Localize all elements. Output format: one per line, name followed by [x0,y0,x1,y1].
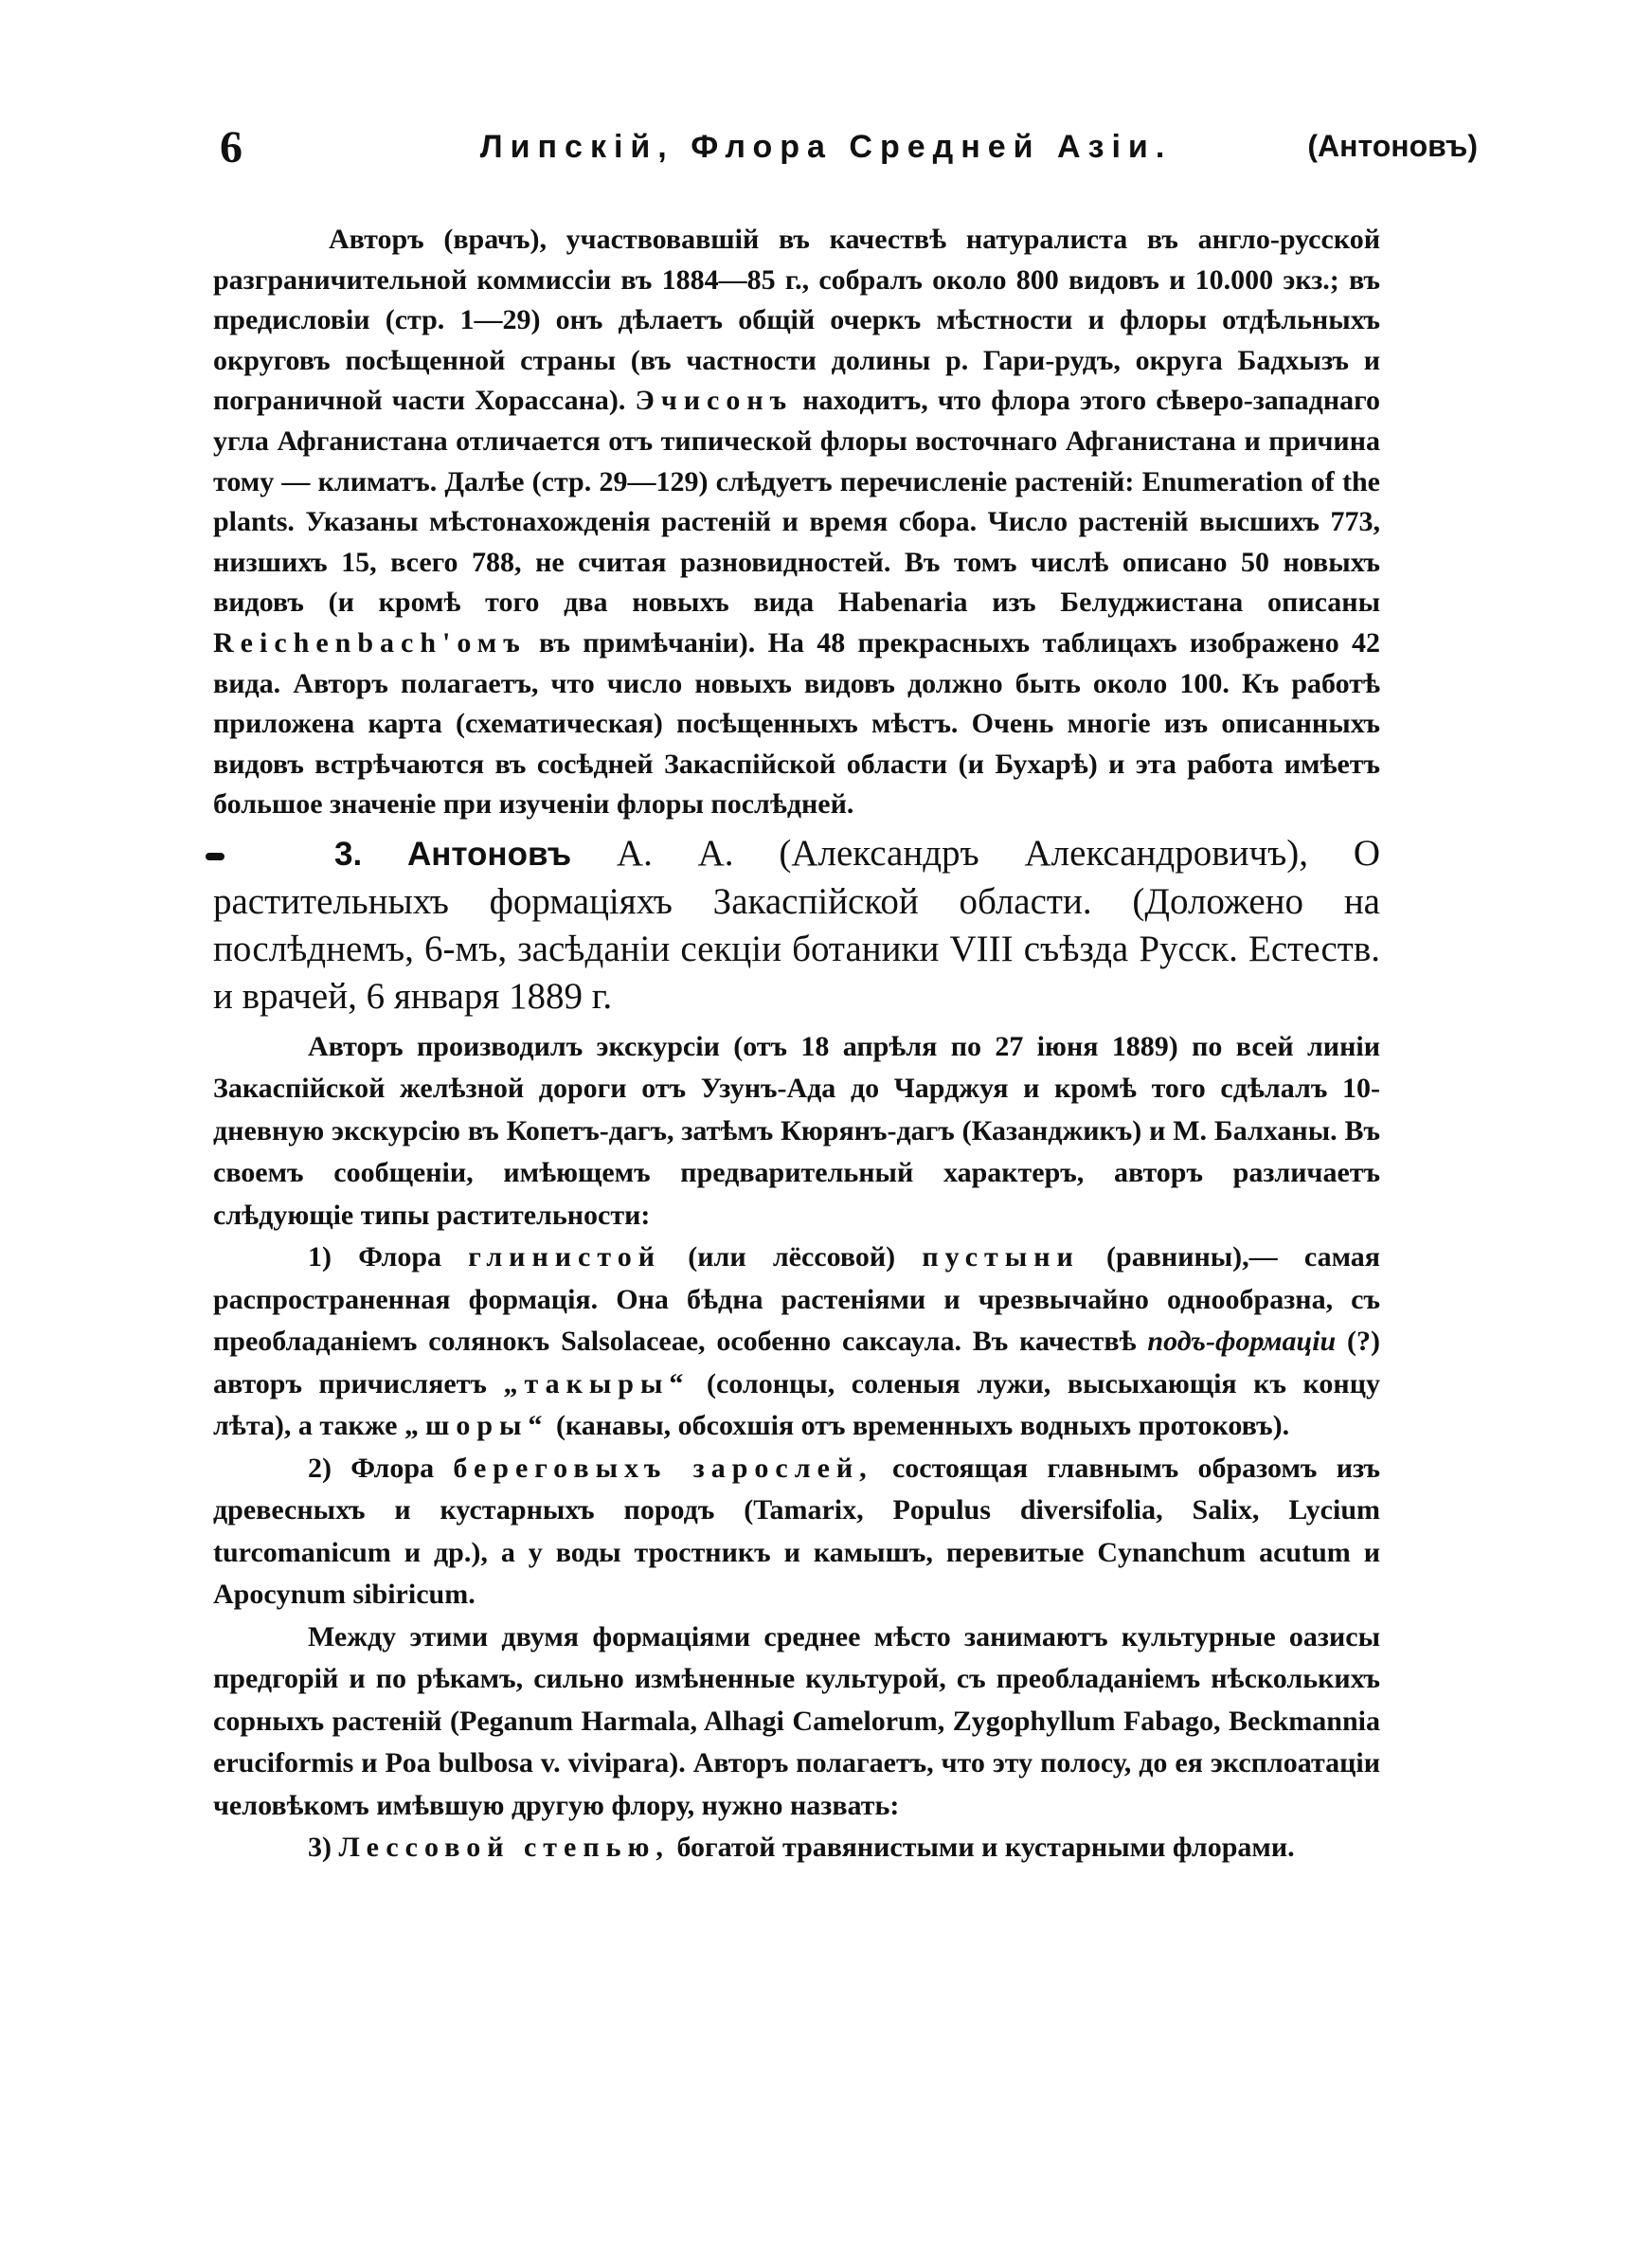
item1-text-g: (?) авторъ причисляетъ [213,1326,1381,1399]
page-number: 6 [220,122,242,172]
page-body [213,220,1380,1869]
running-title: Липскій, Флора Средней Азіи. [479,129,1173,165]
item2-spaced-riparian: береговыхъ зарослей, [453,1452,873,1484]
list-item-1 [213,1237,1380,1448]
item1-text-e: (равнины),— самая распространенная формація. Она бѣдна растеніями и чрезвычайно однообразна, съ преобладаніемъ солянокъ Salsolaceae, особенно саксаула. Въ качествѣ [213,1241,1381,1358]
author-name-reichenbach: Reichenbach'омъ [213,626,527,659]
author-name-aitchison: Эчисонъ [635,385,794,417]
paragraph-aitchison-review [213,220,1380,825]
entry-number-author: 3. Антоновъ [334,835,572,873]
entry-bullet [206,853,224,860]
item1-text-c: (или лёссовой) [688,1241,896,1273]
paragraph-oases: Между этими двумя формаціями среднее мѣсто занимаютъ культурные оазисы предгорій и по рѣкамъ, сильно измѣненные культурой, съ преобладаніемъ нѣсколькихъ сорныхъ растеній (Peganum Harmala, Alhagi Camelorum, Zygophyllum Fabago, Beckmannia eruciformis и Poa bulbosa v. vivipara). Авторъ полагаетъ, что эту полосу, до ея эксплоатаціи человѣкомъ имѣвшую другую флору, нужно назвать: [213,1620,1380,1821]
item1-spaced-desert: пустыни [922,1241,1080,1273]
entry-title: А. А. (Александръ Александровичъ), О растительныхъ формаціяхъ Закаспійской области. (Доложено на послѣднемъ, 6-мъ, засѣданіи секціи ботаники VIII съѣзда Русск. Естеств. и врачей, 6 января 1889 г. [213,832,1380,1017]
item1-text-i: (солонцы, соленыя лужи, высыхающія къ концу лѣта), а также [213,1367,1381,1442]
item1-text-a: 1) Флора [308,1241,442,1273]
item1-text-k: (канавы, обсохшія отъ временныхъ водныхъ протоковъ). [555,1410,1290,1442]
item1-spaced-shory: „шоры“ [404,1410,549,1442]
item1-italic-subformation: подъ-формаціи [1147,1326,1337,1358]
header-section-label: (Антоновъ) [1307,129,1478,163]
item1-spaced-takyry: „такыры“ [503,1367,691,1399]
item3-text-a: 3) [308,1832,332,1864]
bibliography-entry-3 [213,830,1380,1020]
item3-spaced-loess-steppe: Лессовой степью, [338,1832,670,1864]
list-item-3 [213,1827,1380,1869]
para1-text-c: въ примѣчаніи). На 48 прекрасныхъ таблицахъ изображено 42 вида. Авторъ полагаетъ, что число новыхъ видовъ должно быть около 100. Къ работѣ приложена карта (схематическая) посѣщенныхъ мѣстъ. Очень многіе изъ описанныхъ видовъ встрѣчаются въ сосѣдней Закаспійской области (и Бухарѣ) и эта работа имѣетъ большое значеніе при изученіи флоры послѣдней. [213,626,1380,821]
para1-text-a: Авторъ (врачъ), участвовавшій въ качествѣ натуралиста въ англо-русской разграничительной коммиссіи въ 1884—85 г., собралъ около 800 видовъ и 10.000 экз.; въ предисловіи (стр. 1—29) онъ дѣлаетъ общій очеркъ мѣстности и флоры отдѣльныхъ округовъ посѣщенной страны (въ частности долины р. Гари-рудъ, округа Бадхызъ и пограничной части Хорассана). [213,224,1380,417]
para1-text-b: находитъ, что флора этого сѣверо-западнаго угла Афганистана отличается отъ типической флоры восточнаго Афганистана и причина тому — климатъ. Далѣе (стр. 29—129) слѣдуетъ перечисленіе растеній: Enumeration of the plants. Указаны мѣстонахожденія растеній и время сбора. Число растеній высшихъ 773, низшихъ 15, всего 788, не считая разновидностей. Въ томъ числѣ описано 50 новыхъ видовъ (и кромѣ того два новыхъ вида Habenaria изъ Белуджистана описаны [213,385,1380,619]
paragraph-excursions: Авторъ производилъ экскурсіи (отъ 18 апрѣля по 27 іюня 1889) по всей линіи Закаспійской желѣзной дороги отъ Узунъ-Ада до Чарджуя и кромѣ того сдѣлалъ 10-дневную экскурсію въ Копетъ-дагъ, затѣмъ Кюрянъ-дагъ (Казанджикъ) и М. Балханы. Въ своемъ сообщеніи, имѣющемъ предварительный характеръ, авторъ различаетъ слѣдующіе типы растительности: [213,1030,1380,1231]
item1-spaced-clay: глинистой [468,1241,661,1273]
page-header [0,121,1652,178]
list-item-2 [213,1448,1380,1616]
item2-text-c: состоящая главнымъ образомъ изъ древесныхъ и кустарныхъ породъ (Tamarix, Populus diversifolia, Salix, Lycium turcomanicum и др.), а у воды тростникъ и камышъ, перевитые Cynanchum acutum и Apocynum sibiricum. [213,1452,1381,1611]
item3-text-c: богатой травянистыми и кустарными флорами. [676,1832,1295,1864]
item2-text-a: 2) Флора [308,1452,435,1484]
